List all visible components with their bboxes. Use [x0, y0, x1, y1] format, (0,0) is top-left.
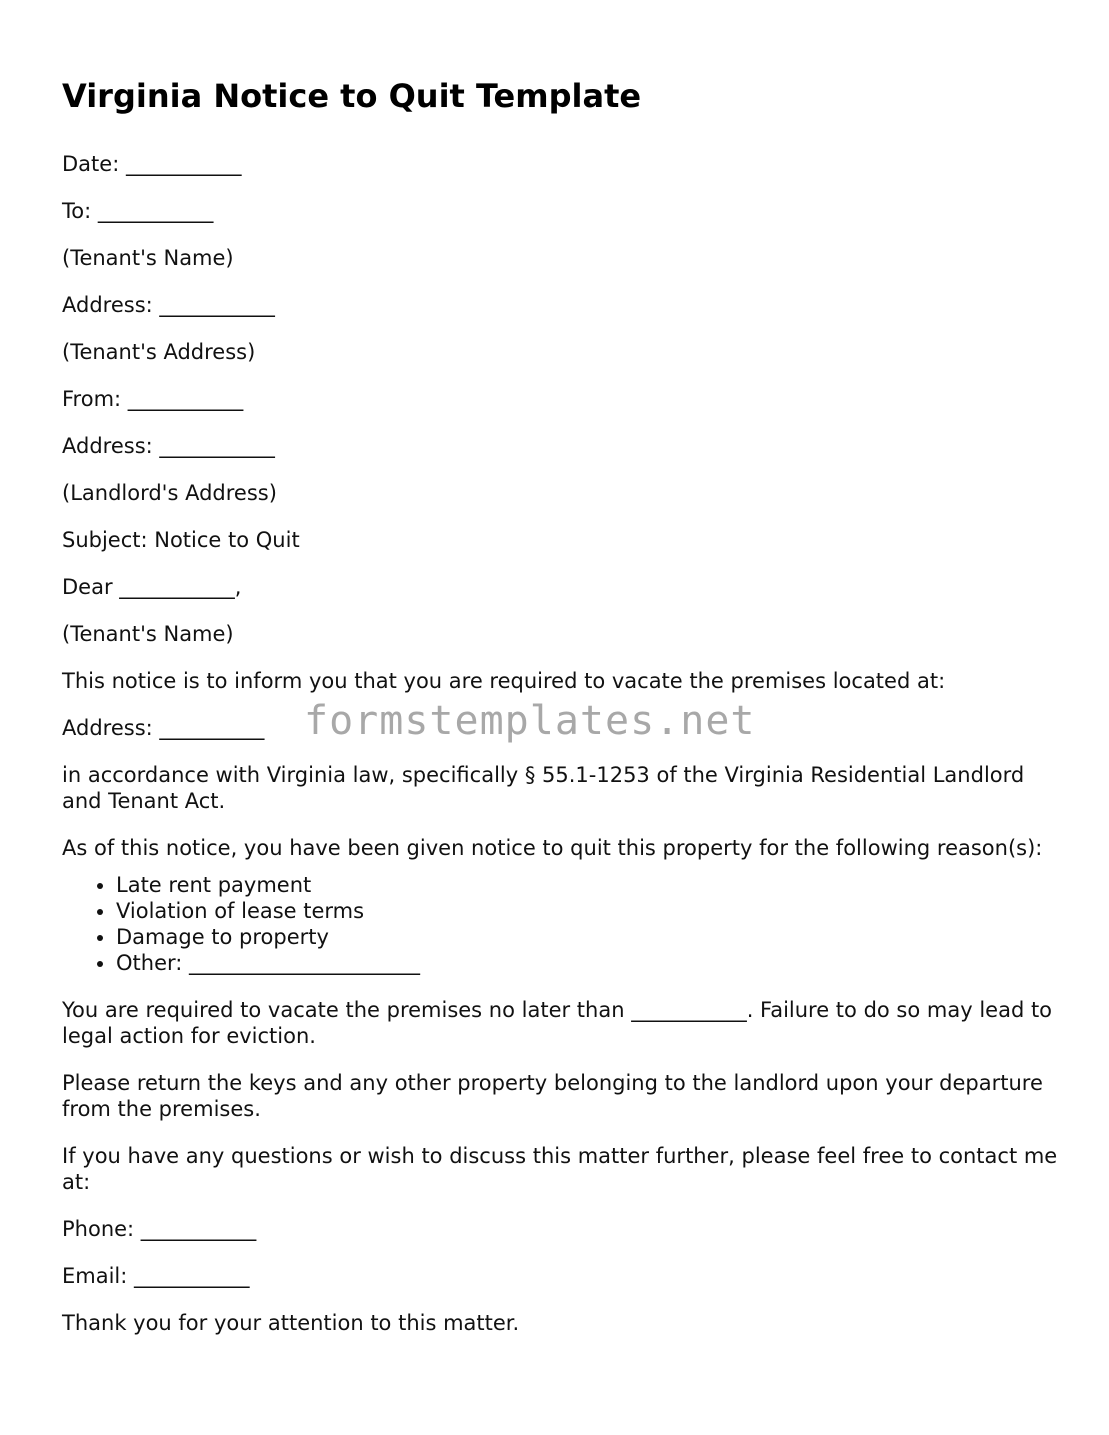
to-line: To: ___________ [62, 199, 214, 223]
closing-line: Thank you for your attention to this matter. [62, 1311, 520, 1335]
premises-address-line: Address: __________ [62, 716, 265, 740]
reasons-list [62, 872, 1062, 976]
keys-paragraph: Please return the keys and any other property belonging to the landlord upon your departure from the premises. [62, 1071, 1043, 1121]
from-line: From: ___________ [62, 387, 244, 411]
law-paragraph: in accordance with Virginia law, specifically § 55.1-1253 of the Virginia Residential Landlord and Tenant Act. [62, 763, 1025, 813]
landlord-address-label: (Landlord's Address) [62, 481, 277, 505]
tenant-address-label: (Tenant's Address) [62, 340, 256, 364]
contact-paragraph: If you have any questions or wish to discuss this matter further, please feel free to contact me at: [62, 1144, 1058, 1194]
landlord-address-line: Address: ___________ [62, 434, 275, 458]
watermark: formstemplates.net [304, 698, 756, 744]
vacate-paragraph: You are required to vacate the premises no later than ___________. Failure to do so may lead to legal action for eviction. [62, 998, 1053, 1048]
tenant-name-label-2: (Tenant's Name) [62, 622, 234, 646]
tenant-address-line: Address: ___________ [62, 293, 275, 317]
document-title: Virginia Notice to Quit Template [62, 77, 642, 115]
date-line: Date: ___________ [62, 152, 242, 176]
list-item: • Violation of lease terms [116, 898, 1062, 924]
list-item: • Late rent payment [116, 872, 1062, 898]
reasons-intro: As of this notice, you have been given notice to quit this property for the following reason(s): [62, 836, 1043, 860]
intro-paragraph: This notice is to inform you that you are required to vacate the premises located at: [62, 669, 946, 693]
premises-address-row [62, 698, 1062, 744]
subject-line: Subject: Notice to Quit [62, 528, 300, 552]
phone-line: Phone: ___________ [62, 1217, 257, 1241]
list-item: • Other: ______________________ [116, 950, 1062, 976]
tenant-name-label: (Tenant's Name) [62, 246, 234, 270]
salutation-line: Dear ___________, [62, 575, 242, 599]
list-item: • Damage to property [116, 924, 1062, 950]
email-line: Email: ___________ [62, 1264, 250, 1288]
document-page [62, 74, 1062, 1357]
